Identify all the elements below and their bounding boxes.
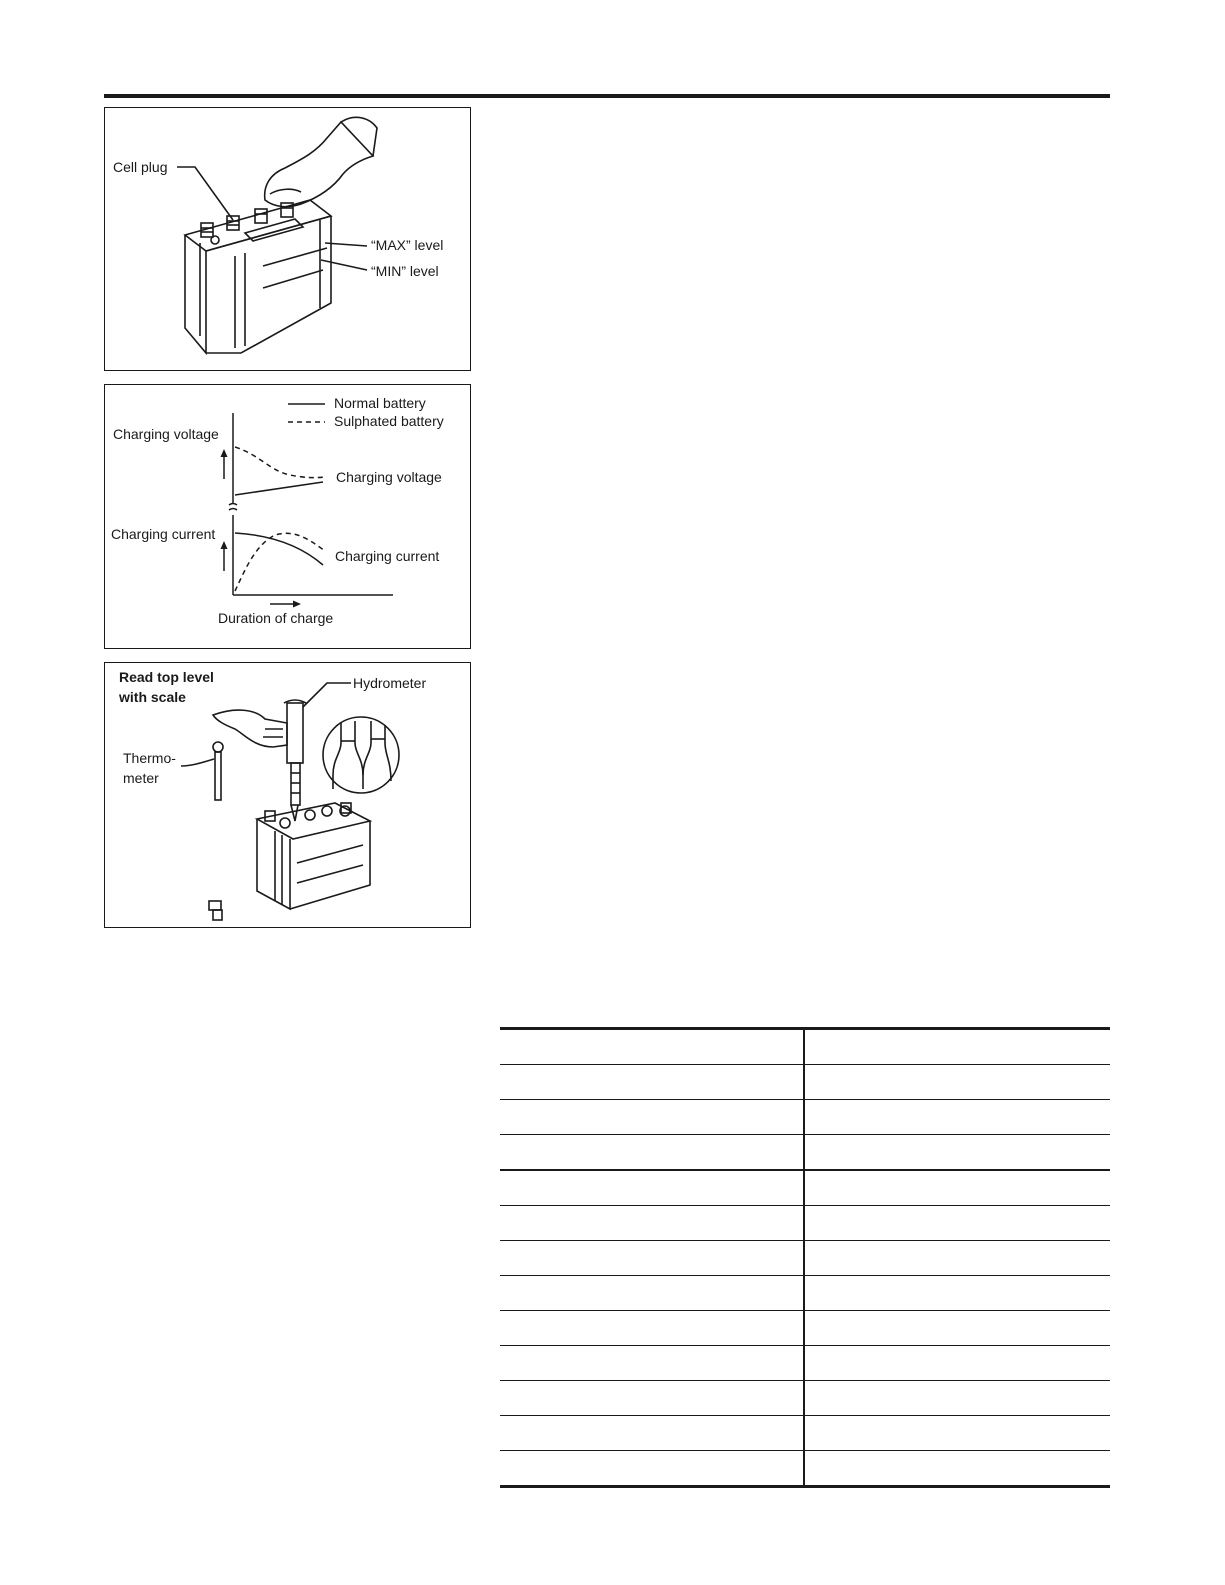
table-cell — [804, 1029, 1110, 1065]
max-level-label: “MAX” level — [371, 237, 444, 253]
table-cell — [500, 1241, 804, 1276]
table-cell — [804, 1381, 1110, 1416]
table-row — [500, 1206, 1110, 1241]
legend-sulphated-battery: Sulphated battery — [334, 413, 444, 429]
table-row — [500, 1276, 1110, 1311]
table-cell — [804, 1065, 1110, 1100]
table-row — [500, 1100, 1110, 1135]
table-cell — [804, 1135, 1110, 1171]
battery-level-illustration — [105, 108, 472, 372]
normal-current-curve — [235, 533, 323, 565]
table-cell — [804, 1451, 1110, 1487]
cell-plug-label: Cell plug — [113, 159, 168, 175]
header-rule — [104, 94, 1110, 98]
thermometer-label-line-1: Thermo- — [123, 750, 176, 766]
hydrometer-figure — [104, 662, 471, 928]
table-cell — [500, 1276, 804, 1311]
normal-voltage-curve — [235, 482, 323, 495]
axis-break-mark — [229, 504, 237, 511]
table-cell — [500, 1311, 804, 1346]
table-cell — [804, 1416, 1110, 1451]
table-cell — [804, 1170, 1110, 1206]
table-cell — [500, 1206, 804, 1241]
hydrometer-label: Hydrometer — [353, 675, 427, 691]
instruction-line-2: with scale — [119, 689, 186, 705]
table-cell — [804, 1311, 1110, 1346]
table-row — [500, 1416, 1110, 1451]
table-row — [500, 1451, 1110, 1487]
charging-characteristics-figure — [104, 384, 471, 649]
table-cell — [804, 1276, 1110, 1311]
instruction-line-1: Read top level — [119, 669, 214, 685]
table-cell — [500, 1065, 804, 1100]
table-cell — [500, 1135, 804, 1171]
specific-gravity-table — [500, 1027, 1110, 1488]
table-row — [500, 1311, 1110, 1346]
table-cell — [500, 1346, 804, 1381]
min-level-label: “MIN” level — [371, 263, 439, 279]
table-cell — [804, 1100, 1110, 1135]
legend-normal-battery: Normal battery — [334, 395, 426, 411]
table-cell — [500, 1381, 804, 1416]
hydrometer-illustration — [105, 663, 472, 929]
table-cell — [500, 1170, 804, 1206]
charging-characteristics-graph — [105, 385, 472, 650]
table-row — [500, 1065, 1110, 1100]
curve-label-charging-voltage: Charging voltage — [336, 469, 442, 485]
curve-label-charging-current: Charging current — [335, 548, 440, 564]
table-row — [500, 1135, 1110, 1171]
table-cell — [804, 1241, 1110, 1276]
table-cell — [500, 1100, 804, 1135]
y-label-charging-current: Charging current — [111, 526, 216, 542]
y-label-charging-voltage: Charging voltage — [113, 426, 219, 442]
table-cell — [804, 1346, 1110, 1381]
sulphated-voltage-curve — [235, 447, 325, 478]
x-label-duration-of-charge: Duration of charge — [218, 610, 334, 626]
table-cell — [500, 1451, 804, 1487]
sulphated-current-curve — [235, 533, 325, 591]
table-cell — [804, 1206, 1110, 1241]
table-row — [500, 1346, 1110, 1381]
thermometer-label-line-2: meter — [123, 770, 159, 786]
table-row — [500, 1170, 1110, 1206]
battery-level-figure — [104, 107, 471, 371]
table-row — [500, 1029, 1110, 1065]
table-row — [500, 1241, 1110, 1276]
table-cell — [500, 1029, 804, 1065]
table-cell — [500, 1416, 804, 1451]
table-row — [500, 1381, 1110, 1416]
